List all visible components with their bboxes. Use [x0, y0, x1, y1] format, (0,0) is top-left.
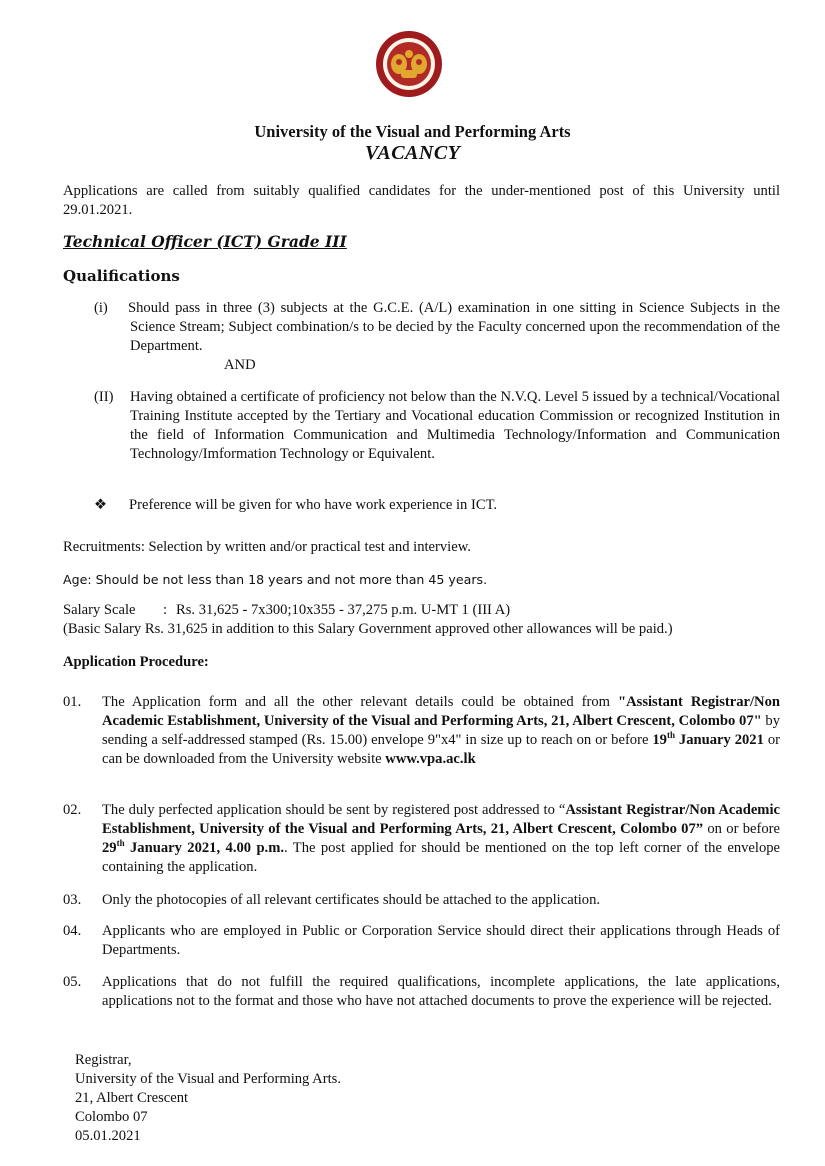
signatory-title: Registrar,	[75, 1052, 132, 1068]
qualification-item	[0, 388, 825, 488]
deadline-day: 19	[652, 732, 667, 748]
post-title: Technical Officer (ICT) Grade III	[63, 232, 347, 251]
qualifications-heading: Qualifications	[63, 267, 180, 285]
procedure-item	[0, 973, 825, 1033]
website-link[interactable]: www.vpa.ac.lk	[385, 751, 476, 767]
preference-note: Preference will be given for who have work experience in ICT.	[129, 497, 498, 513]
procedure-text-part: . The post applied for should be mentioned on the top left corner of the envelope containing the application.	[102, 840, 781, 875]
procedure-text-part: or can be downloaded from the University website	[102, 732, 780, 767]
procedure-number: 02.	[63, 802, 82, 818]
procedure-text: Only the photocopies of all relevant certificates should be attached to the application.	[102, 892, 601, 908]
procedure-item	[0, 801, 825, 881]
procedure-text: Applicants who are employed in Public or Corporation Service should direct their applications through Heads of Departments.	[102, 923, 780, 958]
procedure-heading: Application Procedure:	[63, 654, 209, 670]
qualification-number: (i)	[94, 300, 108, 316]
deadline-day: 29	[102, 840, 117, 856]
signatory-institution: University of the Visual and Performing Arts.	[75, 1071, 341, 1087]
salary-colon: :	[163, 602, 168, 618]
ordinal-suffix: th	[116, 838, 125, 849]
salary-value: Rs. 31,625 - 7x300;10x355 - 37,275 p.m. U-MT 1 (III A)	[176, 602, 511, 618]
intro-paragraph: Applications are called from suitably qualified candidates for the under-mentioned post of this University until 29.01.2021.	[63, 183, 780, 218]
signature-block	[75, 1051, 341, 1146]
and-connector: AND	[224, 357, 256, 373]
qualification-text: Having obtained a certificate of proficiency not below than the N.V.Q. Level 5 issued by a technical/Vocational Training Institute accepted by the Tertiary and Vocational education Commission or recognized Institution in the field of Information Communication and Multimedia Technology/Information and Communication Technology/Imformation Technology or Equivalent.	[130, 389, 780, 462]
signature-date: 05.01.2021	[75, 1128, 141, 1144]
address-bold: "Assistant Registrar/Non Academic Establishment, University of the Visual and Performing Arts, 21, Albert Crescent, Colombo 07"	[102, 694, 780, 729]
deadline-month: January 2021	[674, 732, 764, 748]
salary-note: (Basic Salary Rs. 31,625 in addition to this Salary Government approved other allowances will be paid.)	[63, 621, 673, 637]
procedure-text-part: The duly perfected application should be sent by registered post addressed to “	[102, 802, 566, 818]
procedure-item	[0, 891, 825, 911]
qualification-text: Should pass in three (3) subjects at the G.C.E. (A/L) examination in one sitting in Science Subjects in the Science Stream; Subject combination/s to be decied by the Faculty concerned upon the recommendation of the Department.	[128, 300, 780, 354]
procedure-item	[0, 922, 825, 962]
signatory-city: Colombo 07	[75, 1109, 148, 1125]
qualification-number: (II)	[94, 389, 114, 405]
signatory-street: 21, Albert Crescent	[75, 1090, 189, 1106]
diamond-bullet-icon: ❖	[94, 497, 108, 513]
procedure-text-part: on or before	[703, 821, 780, 837]
salary-label: Salary Scale	[63, 602, 136, 618]
deadline-month: January 2021, 4.00 p.m.	[124, 840, 285, 856]
procedure-text-part: The Application form and all the other relevant details could be obtained from	[102, 694, 618, 710]
qualification-item	[0, 299, 825, 359]
procedure-text	[102, 801, 780, 877]
procedure-number: 05.	[63, 974, 82, 990]
procedure-number: 04.	[63, 923, 82, 939]
procedure-number: 03.	[63, 892, 82, 908]
university-logo	[375, 30, 443, 98]
procedure-item	[0, 693, 825, 793]
institution-title: University of the Visual and Performing Arts	[254, 122, 571, 141]
vacancy-heading: VACANCY	[365, 142, 461, 164]
procedure-text-part: by sending a self-addressed stamped (Rs. 15.00) envelope 9"x4" in size up to reach on or before	[102, 713, 780, 748]
procedure-number: 01.	[63, 694, 82, 710]
address-bold: Assistant Registrar/Non Academic Establishment, University of the Visual and Performing Arts, 21, Albert Crescent, Colombo 07”	[102, 802, 780, 837]
procedure-text	[102, 693, 780, 769]
recruitments-text: Recruitments: Selection by written and/or practical test and interview.	[63, 539, 471, 555]
procedure-text: Applications that do not fulfill the required qualifications, incomplete applications, the late applications, applications not to the format and those who have not attached documents to prove the experience will be rejected.	[102, 974, 780, 1009]
ordinal-suffix: th	[666, 730, 675, 741]
age-text: Age: Should be not less than 18 years and not more than 45 years.	[63, 572, 488, 587]
